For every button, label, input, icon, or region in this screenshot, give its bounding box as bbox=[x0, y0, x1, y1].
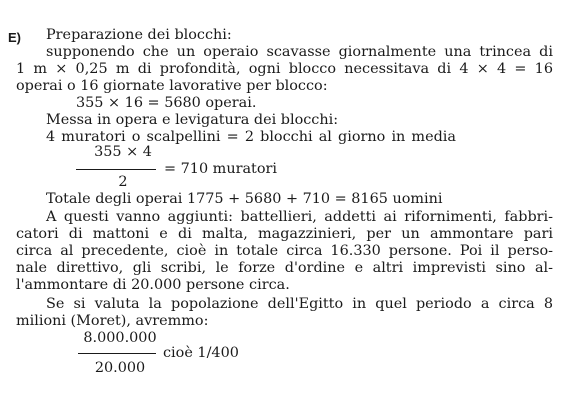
text-line: 1 m × 0,25 m di profondità, ogni blocco necessitava di 4 × 4 = 16 bbox=[16, 61, 553, 77]
fraction-result: cioè 1/400 bbox=[163, 345, 239, 361]
section-label: E) bbox=[8, 30, 21, 45]
fraction-numerator: 8.000.000 bbox=[83, 330, 157, 346]
paragraph-line: catori di mattoni e di malta, magazzinieri, per un ammontare pari bbox=[16, 226, 553, 242]
section-heading: Preparazione dei blocchi: bbox=[46, 27, 232, 43]
paragraph-line: Se si valuta la popolazione dell'Egitto in quel periodo a circa 8 bbox=[46, 296, 553, 312]
fraction-result: = 710 muratori bbox=[164, 161, 277, 177]
paragraph-line: A questi vanno aggiunti: battellieri, addetti ai rifornimenti, fabbri- bbox=[46, 209, 553, 225]
text-line: operai o 16 giornate lavorative per blocco: bbox=[16, 78, 328, 94]
text-line: 4 muratori o scalpellini = 2 blocchi al giorno in media bbox=[46, 129, 456, 145]
paragraph-line: nale direttivo, gli scribi, le forze d'ordine e altri imprevisti sino al- bbox=[16, 260, 553, 276]
fraction-bar bbox=[78, 353, 156, 354]
fraction-denominator: 2 bbox=[118, 174, 128, 190]
equation-line: 355 × 16 = 5680 operai. bbox=[76, 95, 257, 111]
paragraph-line: circa al precedente, cioè in totale circa 16.330 persone. Poi il perso- bbox=[16, 243, 553, 259]
fraction-bar bbox=[76, 169, 156, 170]
fraction-denominator: 20.000 bbox=[94, 360, 146, 376]
text-line: Messa in opera e levigatura dei blocchi: bbox=[46, 112, 339, 128]
text-line: supponendo che un operaio scavasse giornalmente una trincea di bbox=[46, 44, 553, 60]
fraction-numerator: 355 × 4 bbox=[94, 144, 152, 160]
paragraph-line: l'ammontare di 20.000 persone circa. bbox=[16, 277, 290, 293]
paragraph-line: milioni (Moret), avremmo: bbox=[16, 313, 209, 329]
total-line: Totale degli operai 1775 + 5680 + 710 = 8165 uomini bbox=[46, 191, 443, 207]
